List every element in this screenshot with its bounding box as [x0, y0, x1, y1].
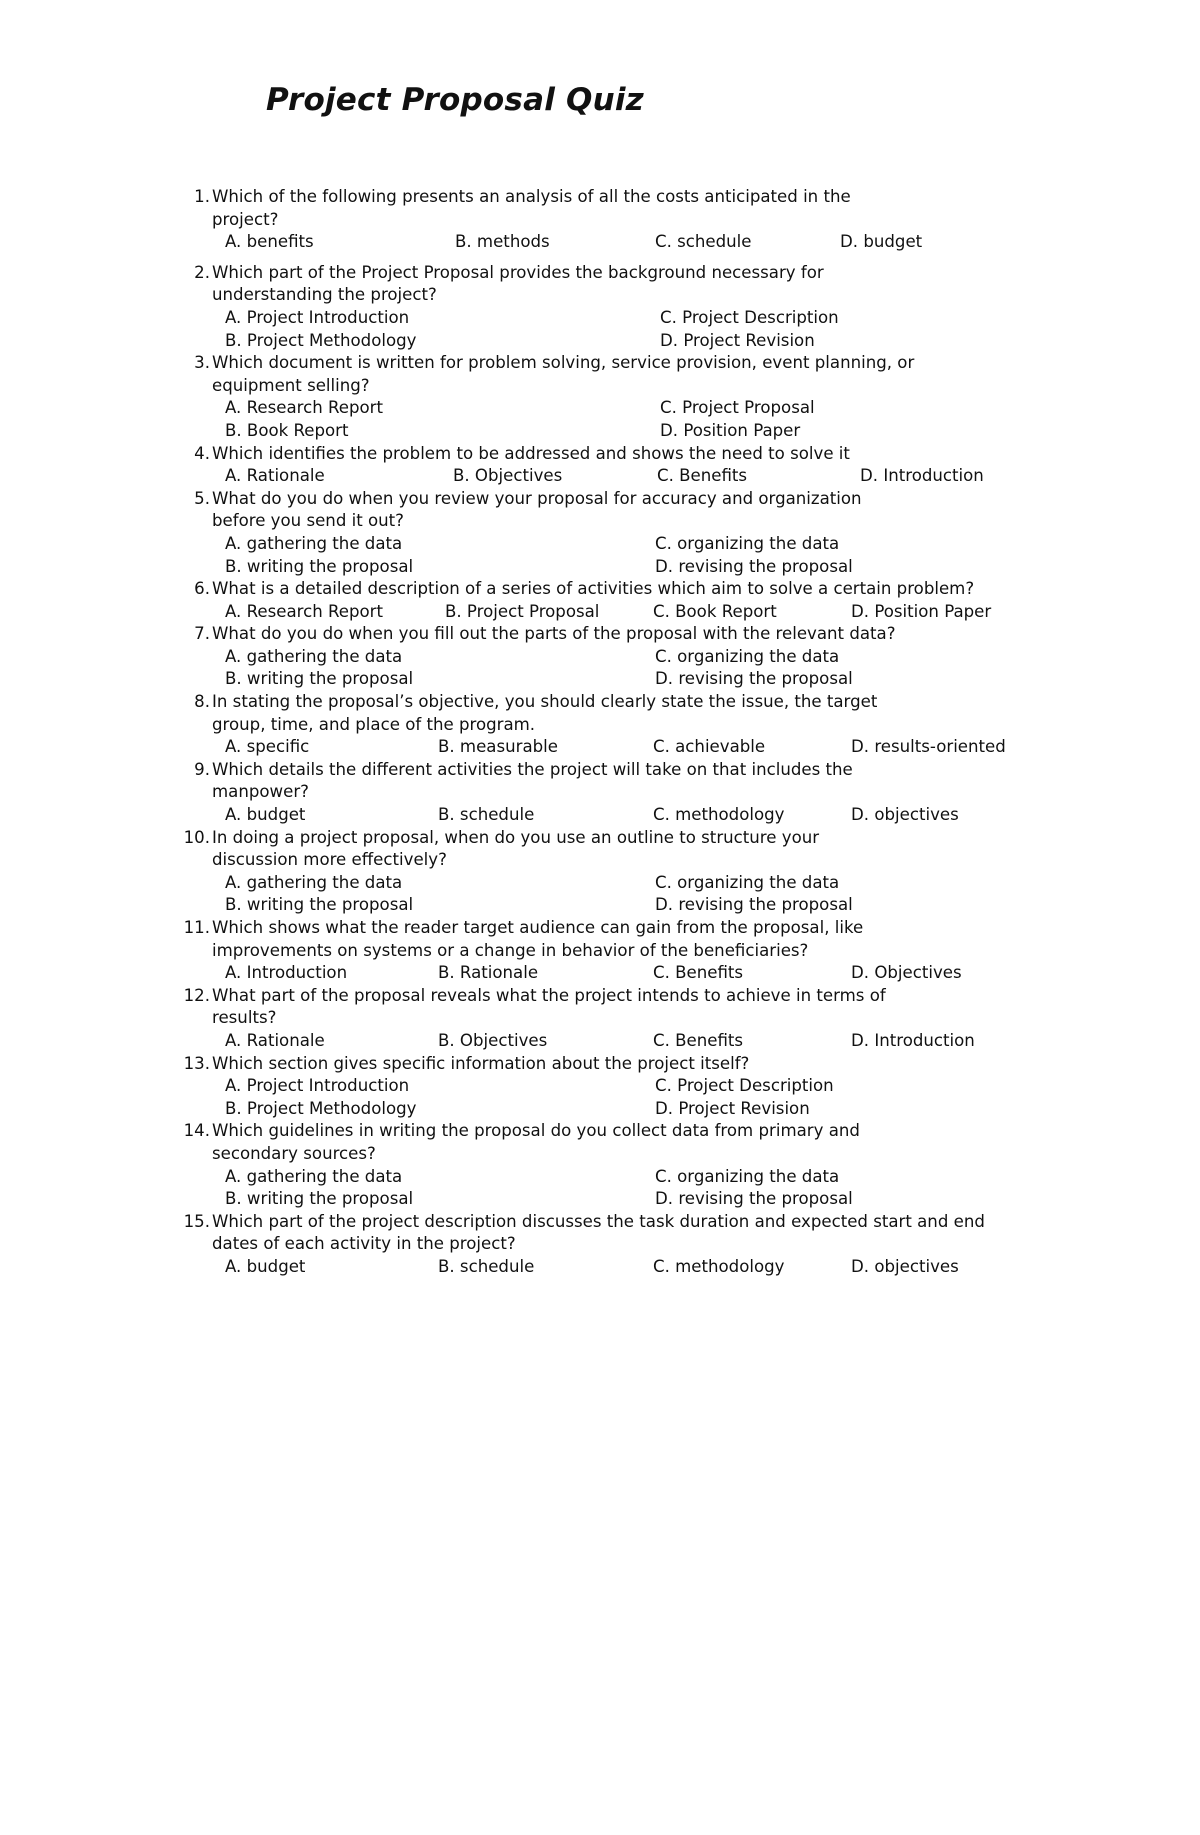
question-number: 12.: [183, 985, 210, 1005]
question-text: Which details the different activities the project will take on that includes the manpower?: [212, 759, 853, 802]
question-number: 14.: [183, 1121, 210, 1141]
option-c: C. Project Proposal: [660, 398, 815, 418]
question-text: Which of the following presents an analysis of all the costs anticipated in the project?: [212, 187, 851, 229]
question-12: [170, 985, 1050, 1053]
option-d: D. revising the proposal: [655, 895, 853, 915]
option-a: A. Introduction: [225, 963, 348, 983]
options-row: [170, 894, 1050, 917]
question-text: What do you do when you review your proposal for accuracy and organization before you send it out?: [212, 488, 862, 531]
question-text: Which identifies the problem to be addressed and shows the need to solve it: [212, 443, 850, 463]
question-text: Which document is written for problem solving, service provision, event planning, or equipment selling?: [212, 353, 915, 395]
question-number: 9.: [194, 759, 210, 779]
options-row: [170, 330, 1050, 353]
option-c: C. Project Description: [660, 307, 839, 327]
option-c: C. Project Description: [655, 1076, 834, 1096]
question-2: [170, 262, 1050, 352]
options-row: [170, 465, 1050, 488]
option-a: A. budget: [225, 1256, 306, 1276]
option-a: A. Project Introduction: [225, 1076, 410, 1096]
question-number: 7.: [194, 624, 210, 644]
option-c: C. organizing the data: [655, 533, 840, 553]
question-text: Which guidelines in writing the proposal do you collect data from primary and secondary sources?: [212, 1121, 860, 1163]
option-a: A. Project Introduction: [225, 307, 410, 327]
options-row: [170, 533, 1050, 556]
option-b: B. schedule: [438, 1256, 535, 1276]
option-b: B. measurable: [438, 737, 558, 757]
question-number: 4.: [194, 443, 210, 463]
question-number: 10.: [183, 827, 210, 847]
options-row: [170, 962, 1050, 985]
options-row: [170, 420, 1050, 443]
question-8: [170, 691, 1050, 759]
options-row: [170, 601, 1050, 624]
option-d: D. Introduction: [851, 1030, 975, 1050]
question-9: [170, 759, 1050, 827]
options-row: [170, 1098, 1050, 1121]
options-row: [170, 646, 1050, 669]
options-row: [170, 1188, 1050, 1211]
question-number: 1.: [194, 187, 210, 206]
options-row: [170, 668, 1050, 691]
option-d: D. objectives: [851, 1256, 959, 1276]
option-c: C. organizing the data: [655, 646, 840, 666]
option-b: B. writing the proposal: [225, 1189, 414, 1209]
option-b: B. Project Methodology: [225, 1098, 417, 1118]
question-10: [170, 827, 1050, 917]
question-text: Which shows what the reader target audience can gain from the proposal, like improvements on systems or a change in behavior of the beneficiaries?: [212, 918, 864, 960]
question-text: Which part of the project description discusses the task duration and expected start and end dates of each activity in the project?: [212, 1211, 985, 1254]
option-c: C. methodology: [653, 805, 785, 825]
option-a: A. gathering the data: [225, 533, 403, 553]
options-row: [170, 397, 1050, 420]
question-5: [170, 488, 1050, 578]
options-row: [170, 307, 1050, 330]
option-b: B. Objectives: [438, 1030, 548, 1050]
options-row: [170, 1166, 1050, 1189]
option-d: D. Position Paper: [851, 601, 992, 621]
question-number: 5.: [194, 488, 210, 508]
question-11: [170, 917, 1050, 985]
options-row: [170, 804, 1050, 827]
question-text: What do you do when you fill out the parts of the proposal with the relevant data?: [212, 624, 896, 644]
option-b: B. Project Methodology: [225, 330, 417, 350]
question-text: Which part of the Project Proposal provides the background necessary for understanding the project?: [212, 262, 824, 305]
option-b: B. Rationale: [438, 963, 539, 983]
option-c: C. schedule: [655, 232, 752, 252]
question-1: [170, 186, 1050, 254]
question-6: [170, 578, 1050, 623]
question-list: [170, 186, 1050, 1279]
question-number: 11.: [183, 918, 210, 937]
option-d: D. revising the proposal: [655, 556, 853, 576]
option-b: B. Project Proposal: [445, 601, 600, 621]
question-text: In stating the proposal’s objective, you should clearly state the issue, the target group, time, and place of the program.: [212, 692, 878, 734]
question-text: What is a detailed description of a series of activities which aim to solve a certain problem?: [212, 579, 975, 599]
options-row: [170, 1030, 1050, 1053]
page-title: Project Proposal Quiz: [266, 82, 644, 118]
option-a: A. Rationale: [225, 1030, 325, 1050]
question-number: 8.: [194, 692, 210, 712]
option-b: B. Book Report: [225, 420, 349, 440]
question-15: [170, 1211, 1050, 1279]
option-b: B. Objectives: [453, 466, 563, 486]
option-a: A. Research Report: [225, 398, 384, 418]
option-c: C. achievable: [653, 737, 766, 757]
option-d: D. budget: [840, 232, 923, 252]
option-c: C. Benefits: [653, 963, 744, 983]
option-a: A. specific: [225, 737, 310, 757]
option-d: D. Introduction: [860, 466, 984, 486]
question-4: [170, 443, 1050, 488]
option-d: D. revising the proposal: [655, 669, 853, 689]
question-text: What part of the proposal reveals what the project intends to achieve in terms of results?: [212, 985, 886, 1028]
option-c: C. Benefits: [653, 1030, 744, 1050]
options-row: [170, 872, 1050, 895]
option-b: B. writing the proposal: [225, 556, 414, 576]
option-b: B. writing the proposal: [225, 669, 414, 689]
question-number: 3.: [194, 353, 210, 373]
question-7: [170, 623, 1050, 691]
option-b: B. methods: [455, 232, 550, 252]
option-d: D. Project Revision: [655, 1098, 810, 1118]
options-row: [170, 231, 1050, 254]
option-a: A. benefits: [225, 232, 314, 252]
option-a: A. gathering the data: [225, 646, 403, 666]
option-a: A. budget: [225, 805, 306, 825]
option-d: D. Objectives: [851, 963, 962, 983]
option-d: D. objectives: [851, 805, 959, 825]
option-c: C. organizing the data: [655, 1166, 840, 1186]
question-number: 13.: [183, 1053, 210, 1073]
option-b: B. schedule: [438, 805, 535, 825]
question-text: In doing a project proposal, when do you use an outline to structure your discussion more effectively?: [212, 827, 820, 870]
option-c: C. organizing the data: [655, 872, 840, 892]
option-c: C. methodology: [653, 1256, 785, 1276]
options-row: [170, 1075, 1050, 1098]
question-14: [170, 1120, 1050, 1210]
option-d: D. revising the proposal: [655, 1189, 853, 1209]
options-row: [170, 736, 1050, 759]
option-a: A. Research Report: [225, 601, 384, 621]
option-a: A. Rationale: [225, 466, 325, 486]
question-text: Which section gives specific information about the project itself?: [212, 1053, 750, 1073]
options-row: [170, 1256, 1050, 1279]
question-3: [170, 352, 1050, 442]
option-c: C. Benefits: [657, 466, 748, 486]
option-b: B. writing the proposal: [225, 895, 414, 915]
option-d: D. Project Revision: [660, 330, 815, 350]
option-d: D. results-oriented: [851, 737, 1006, 757]
option-a: A. gathering the data: [225, 1166, 403, 1186]
option-d: D. Position Paper: [660, 420, 801, 440]
question-number: 6.: [194, 579, 210, 599]
option-a: A. gathering the data: [225, 872, 403, 892]
question-number: 2.: [194, 262, 210, 282]
question-13: [170, 1053, 1050, 1121]
question-number: 15.: [183, 1211, 210, 1231]
options-row: [170, 556, 1050, 579]
option-c: C. Book Report: [653, 601, 777, 621]
